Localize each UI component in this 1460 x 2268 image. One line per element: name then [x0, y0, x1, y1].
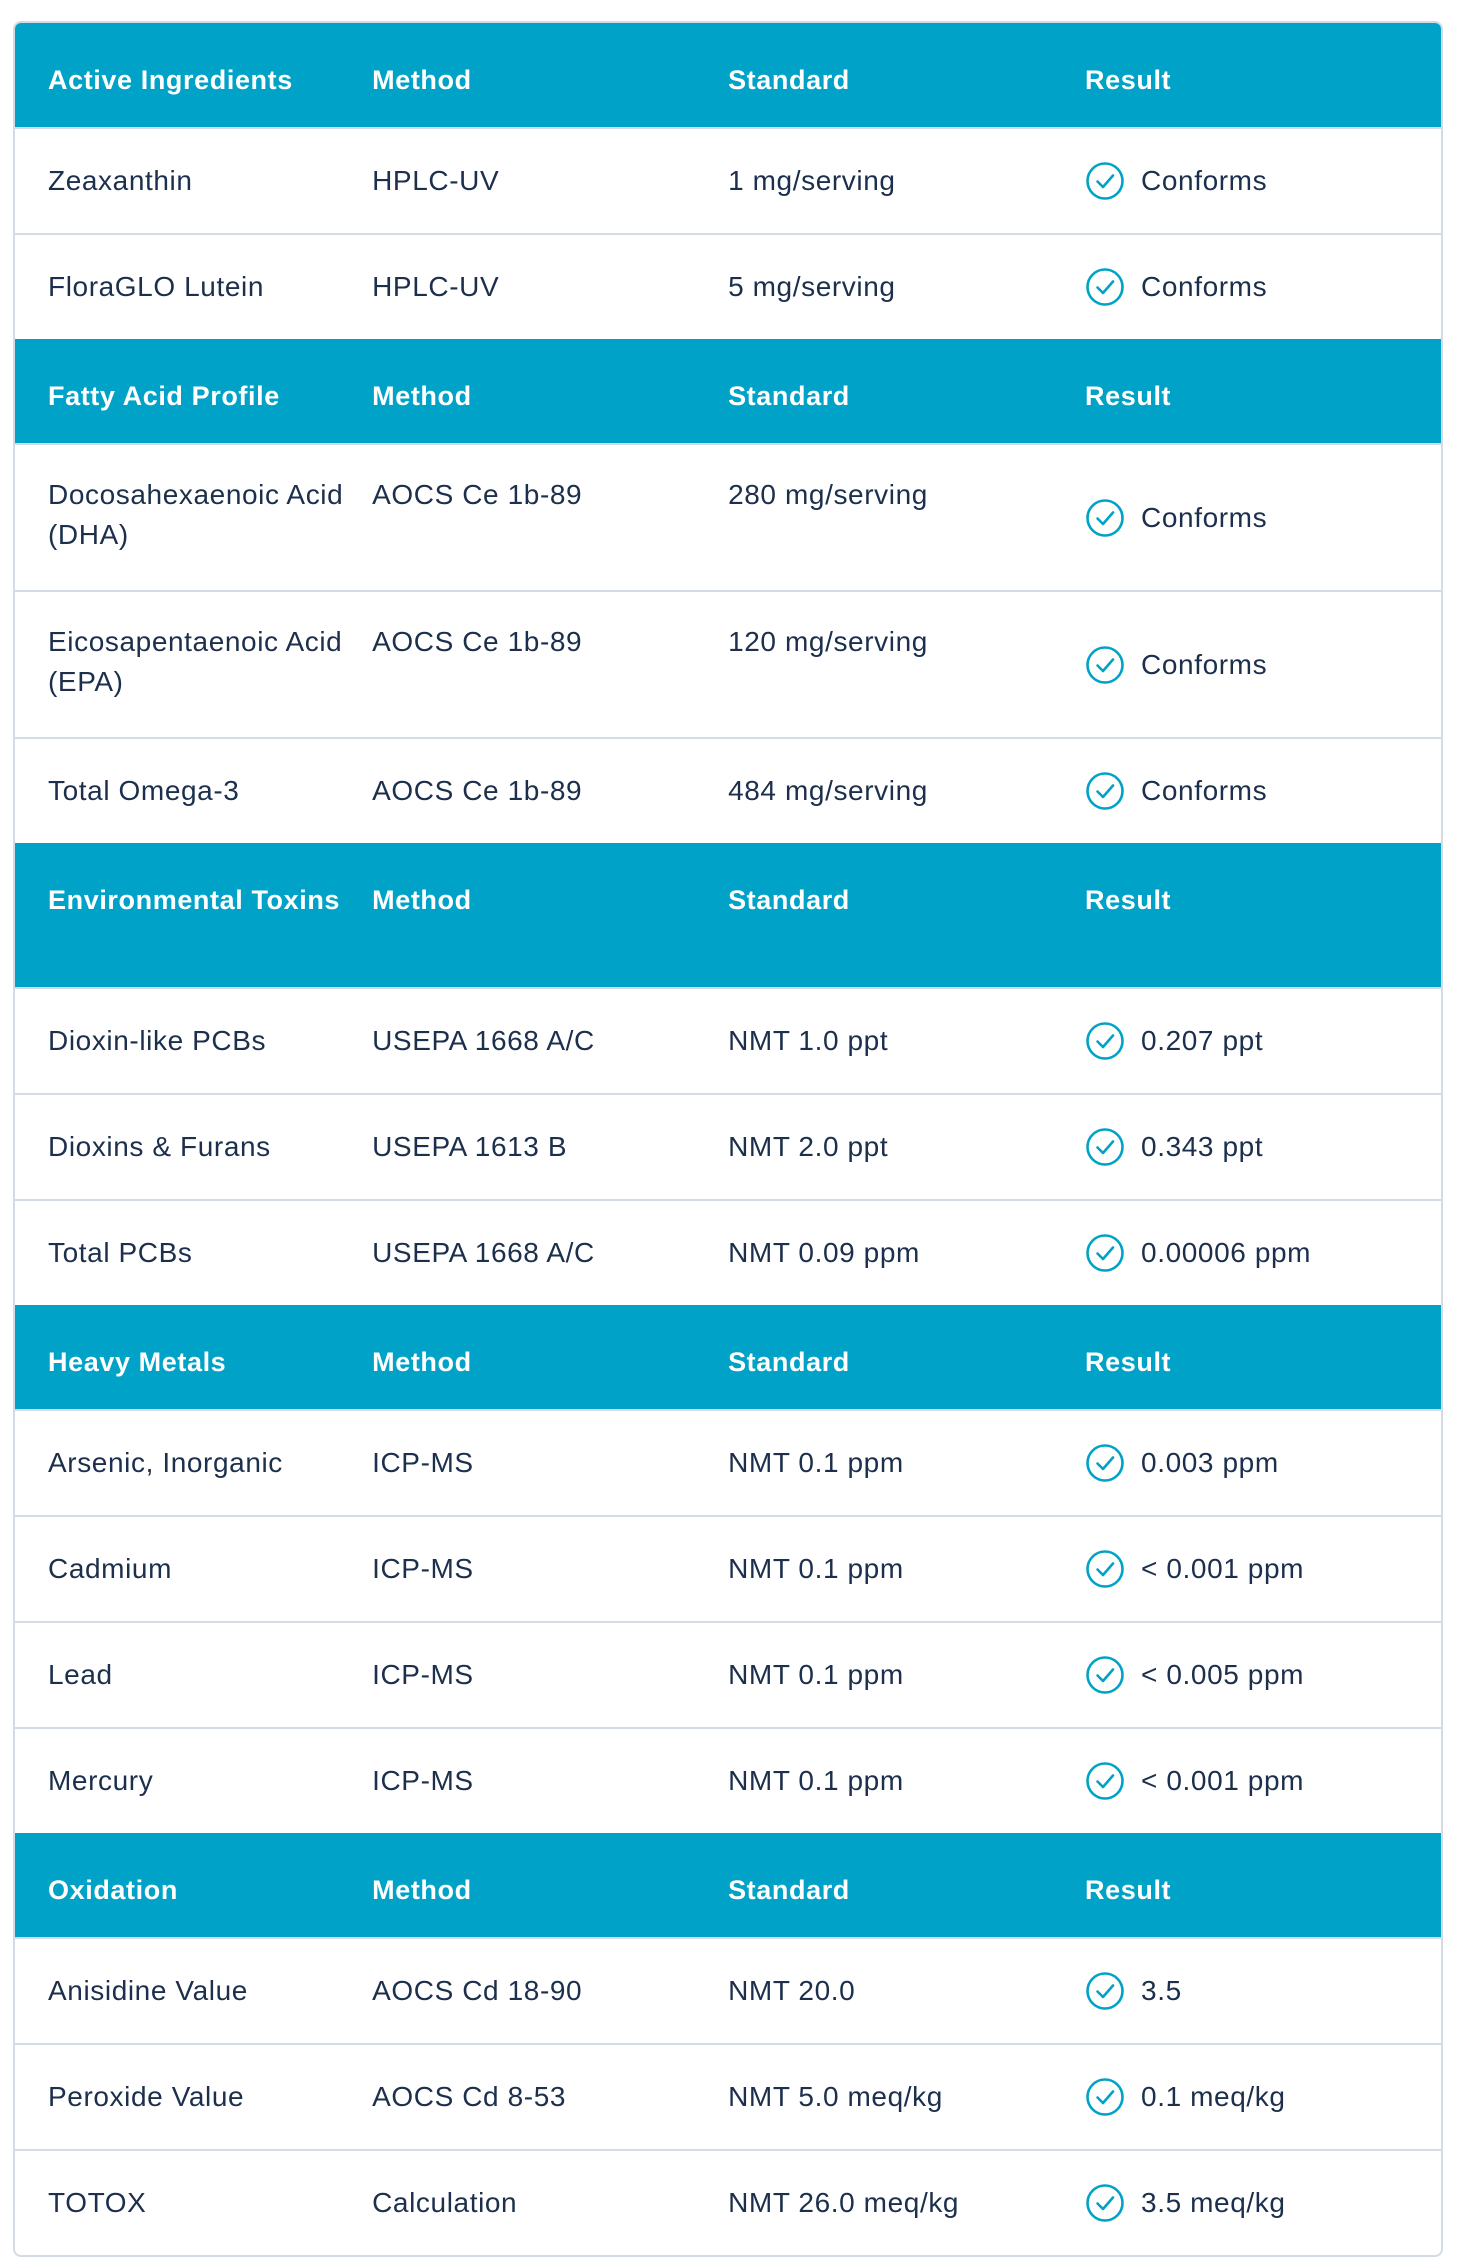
check-circle-icon [1085, 2077, 1125, 2117]
table-row [15, 2043, 1441, 2149]
row-name: Zeaxanthin [48, 165, 193, 196]
row-result-value: < 0.001 ppm [1141, 1765, 1305, 1796]
check-circle-icon [1085, 771, 1125, 811]
check-circle-icon [1085, 1443, 1125, 1483]
check-circle-icon [1085, 498, 1125, 538]
row-result [1085, 1729, 1441, 1833]
row-method: HPLC-UV [372, 271, 500, 302]
header-standard: Standard [728, 381, 850, 411]
header-standard: Standard [728, 65, 850, 95]
row-result [1085, 2151, 1441, 2255]
header-result: Result [1085, 65, 1172, 95]
row-result-value: < 0.005 ppm [1141, 1659, 1305, 1690]
row-method: USEPA 1668 A/C [372, 1237, 595, 1268]
header-result: Result [1085, 1347, 1172, 1377]
row-method: ICP-MS [372, 1765, 474, 1796]
table-row [15, 590, 1441, 737]
row-result [1085, 1517, 1441, 1621]
table-row [15, 1515, 1441, 1621]
row-name: Anisidine Value [48, 1975, 248, 2006]
row-result [1085, 129, 1441, 233]
row-result-value: Conforms [1141, 501, 1268, 533]
section-header-oxidation [15, 1833, 1441, 1937]
row-name: FloraGLO Lutein [48, 271, 264, 302]
check-circle-icon [1085, 1971, 1125, 2011]
header-result: Result [1085, 381, 1172, 411]
row-standard: NMT 0.1 ppm [728, 1553, 904, 1584]
check-circle-icon [1085, 1549, 1125, 1589]
check-circle-icon [1085, 1127, 1125, 1167]
row-result-value: 0.207 ppt [1141, 1025, 1264, 1056]
row-standard: NMT 0.1 ppm [728, 1765, 904, 1796]
row-result-value: < 0.001 ppm [1141, 1553, 1305, 1584]
row-standard: NMT 5.0 meq/kg [728, 2081, 943, 2112]
row-standard: 120 mg/serving [728, 626, 928, 657]
row-method: AOCS Cd 18-90 [372, 1975, 583, 2006]
check-circle-icon [1085, 645, 1125, 685]
table-row [15, 127, 1441, 233]
row-name: Dioxins & Furans [48, 1131, 271, 1162]
row-result [1085, 235, 1441, 339]
row-method: Calculation [372, 2187, 518, 2218]
table-row [15, 1727, 1441, 1833]
row-result-value: Conforms [1141, 648, 1268, 680]
row-result [1085, 2045, 1441, 2149]
header-method: Method [372, 1875, 472, 1905]
section-header-fatty-acid-profile [15, 339, 1441, 443]
row-name: Cadmium [48, 1553, 173, 1584]
row-standard: 5 mg/serving [728, 271, 896, 302]
row-standard: NMT 0.1 ppm [728, 1447, 904, 1478]
table-row [15, 1199, 1441, 1305]
header-category: Environmental Toxins [48, 885, 341, 915]
header-method: Method [372, 885, 472, 915]
row-result [1085, 1623, 1441, 1727]
row-name: Lead [48, 1659, 113, 1690]
row-result [1085, 1201, 1441, 1305]
check-circle-icon [1085, 267, 1125, 307]
row-standard: NMT 0.1 ppm [728, 1659, 904, 1690]
header-standard: Standard [728, 885, 850, 915]
row-result-value: Conforms [1141, 775, 1268, 806]
row-method: HPLC-UV [372, 165, 500, 196]
header-standard: Standard [728, 1347, 850, 1377]
row-standard: 280 mg/serving [728, 479, 928, 510]
header-result: Result [1085, 885, 1172, 915]
row-method: ICP-MS [372, 1659, 474, 1690]
section-header-heavy-metals [15, 1305, 1441, 1409]
table-row [15, 1093, 1441, 1199]
table-row [15, 443, 1441, 590]
check-circle-icon [1085, 161, 1125, 201]
header-result: Result [1085, 1875, 1172, 1905]
check-circle-icon [1085, 1021, 1125, 1061]
header-category: Oxidation [48, 1875, 178, 1905]
table-row [15, 1937, 1441, 2043]
table-row [15, 737, 1441, 843]
header-method: Method [372, 1347, 472, 1377]
header-category: Fatty Acid Profile [48, 381, 280, 411]
row-result [1085, 445, 1441, 590]
row-name: Dioxin-like PCBs [48, 1025, 267, 1056]
row-method: AOCS Ce 1b-89 [372, 775, 583, 806]
row-result-value: 0.003 ppm [1141, 1447, 1279, 1478]
row-result-value: 0.1 meq/kg [1141, 2081, 1286, 2112]
row-name: Total Omega-3 [48, 775, 240, 806]
row-result [1085, 1939, 1441, 2043]
check-circle-icon [1085, 1761, 1125, 1801]
row-result-value: Conforms [1141, 165, 1268, 196]
header-category: Heavy Metals [48, 1347, 227, 1377]
row-result-value: 0.343 ppt [1141, 1131, 1264, 1162]
row-standard: NMT 1.0 ppt [728, 1025, 889, 1056]
row-result-value: 3.5 [1141, 1975, 1182, 2006]
header-method: Method [372, 65, 472, 95]
row-method: ICP-MS [372, 1553, 474, 1584]
table-row [15, 233, 1441, 339]
row-result [1085, 1411, 1441, 1515]
row-name: Eicosapentaenoic Acid (EPA) [48, 626, 343, 697]
table-row [15, 1621, 1441, 1727]
row-result [1085, 739, 1441, 843]
header-method: Method [372, 381, 472, 411]
row-standard: NMT 20.0 [728, 1975, 856, 2006]
table-row [15, 2149, 1441, 2255]
check-circle-icon [1085, 2183, 1125, 2223]
row-name: Docosahexaenoic Acid (DHA) [48, 479, 344, 550]
row-result [1085, 592, 1441, 737]
row-name: Peroxide Value [48, 2081, 245, 2112]
row-standard: NMT 2.0 ppt [728, 1131, 889, 1162]
header-category: Active Ingredients [48, 65, 293, 95]
row-standard: NMT 26.0 meq/kg [728, 2187, 960, 2218]
check-circle-icon [1085, 1655, 1125, 1695]
row-name: TOTOX [48, 2187, 147, 2218]
table-row [15, 1409, 1441, 1515]
test-results-table [13, 21, 1443, 2257]
section-header-environmental-toxins [15, 843, 1441, 987]
row-result [1085, 1095, 1441, 1199]
row-name: Mercury [48, 1765, 154, 1796]
row-standard: 484 mg/serving [728, 775, 928, 806]
table-row [15, 987, 1441, 1093]
row-result-value: Conforms [1141, 271, 1268, 302]
header-standard: Standard [728, 1875, 850, 1905]
section-header-active-ingredients [15, 23, 1441, 127]
row-method: ICP-MS [372, 1447, 474, 1478]
row-method: USEPA 1668 A/C [372, 1025, 595, 1056]
row-result-value: 0.00006 ppm [1141, 1237, 1312, 1268]
row-method: USEPA 1613 B [372, 1131, 568, 1162]
row-standard: NMT 0.09 ppm [728, 1237, 920, 1268]
row-result [1085, 989, 1441, 1093]
row-standard: 1 mg/serving [728, 165, 896, 196]
row-method: AOCS Ce 1b-89 [372, 626, 583, 657]
check-circle-icon [1085, 1233, 1125, 1273]
row-method: AOCS Cd 8-53 [372, 2081, 567, 2112]
row-name: Total PCBs [48, 1237, 193, 1268]
row-name: Arsenic, Inorganic [48, 1447, 283, 1478]
row-method: AOCS Ce 1b-89 [372, 479, 583, 510]
row-result-value: 3.5 meq/kg [1141, 2187, 1286, 2218]
